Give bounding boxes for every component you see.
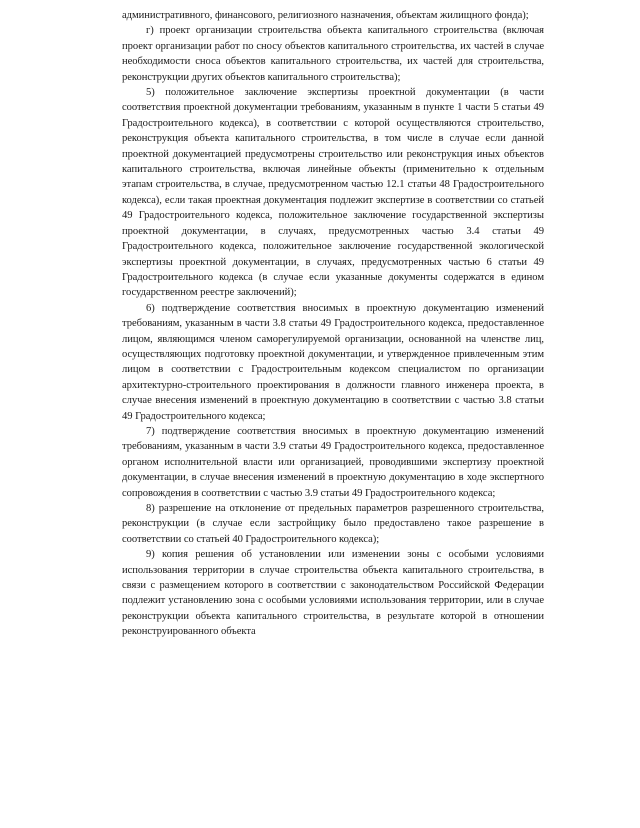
- paragraph-item-5: 5) положительное заключение экспертизы проектной документации (в части соответствия проектной документации требованиям, указанным в пункте 1 части 5 статьи 49 Градостроительного кодекса), в соответствии с которой осуществляются строительство, реконструкция объекта капитального строительства, в том числе в случае если данной проектной документацией предусмотрены строительство или реконструкция иных объектов капитального строительства, включая линейные объекты (применительно к отдельным этапам строительства, в случае, предусмотренном частью 12.1 статьи 48 Градостроительного кодекса), если такая проектная документация подлежит экспертизе в соответствии со статьей 49 Градостроительного кодекса, положительное заключение государственной экспертизы проектной документации, в случаях, предусмотренных частью 3.4 статьи 49 Градостроительного кодекса, положительное заключение государственной экологической экспертизы проектной документации, в случаях, предусмотренных частью 6 статьи 49 Градостроительного кодекса (в случае если указанные документы содержатся в едином государственном реестре заключений);: [122, 87, 544, 299]
- paragraph-item-9: 9) копия решения об установлении или изменении зоны с особыми условиями использования территории в случае строительства объекта капитального строительства, в связи с размещением которого в соответствии с законодательством Российской Федерации подлежит установлению зона с особыми условиями использования территории, или в случае реконструкции объекта капитального строительства, в результате которой в отношении реконструированного объекта: [122, 549, 544, 638]
- paragraph-item-6: 6) подтверждение соответствия вносимых в проектную документацию изменений требованиям, указанным в части 3.8 статьи 49 Градостроительного кодекса, предоставленное лицом, являющимся членом саморегулируемой организации, основанной на членстве лиц, осуществляющих подготовку проектной документации, и утвержденное привлеченным этим лицом в соответствии с Градостроительным кодексом специалистом по организации архитектурно-строительного проектирования в должности главного инженера проекта, в случае внесения изменений в проектную документацию в соответствии с частью 3.8 статьи 49 Градостроительного кодекса;: [122, 302, 544, 422]
- paragraph-continuation: административного, финансового, религиозного назначения, объектам жилищного фонда);: [122, 10, 529, 21]
- document-page: [122, 8, 544, 640]
- paragraph-item-g: г) проект организации строительства объекта капитального строительства (включая проект организации работ по сносу объектов капитального строительства, их частей в случае необходимости сноса объектов капитального строительства, их частей для строительства, реконструкции других объектов капитального строительства);: [122, 25, 544, 83]
- paragraph-item-8: 8) разрешение на отклонение от предельных параметров разрешенного строительства, реконструкции (в случае если застройщику было предоставлено такое разрешение в соответствии со статьей 40 Градостроительного кодекса);: [122, 503, 544, 545]
- paragraph-item-7: 7) подтверждение соответствия вносимых в проектную документацию изменений требованиям, указанным в части 3.9 статьи 49 Градостроительного кодекса, предоставленное органом исполнительной власти или организацией, проводившими экспертизу проектной документации, в случае внесения изменений в проектную документацию в ходе экспертного сопровождения в соответствии с частью 3.9 статьи 49 Градостроительного кодекса;: [122, 425, 544, 499]
